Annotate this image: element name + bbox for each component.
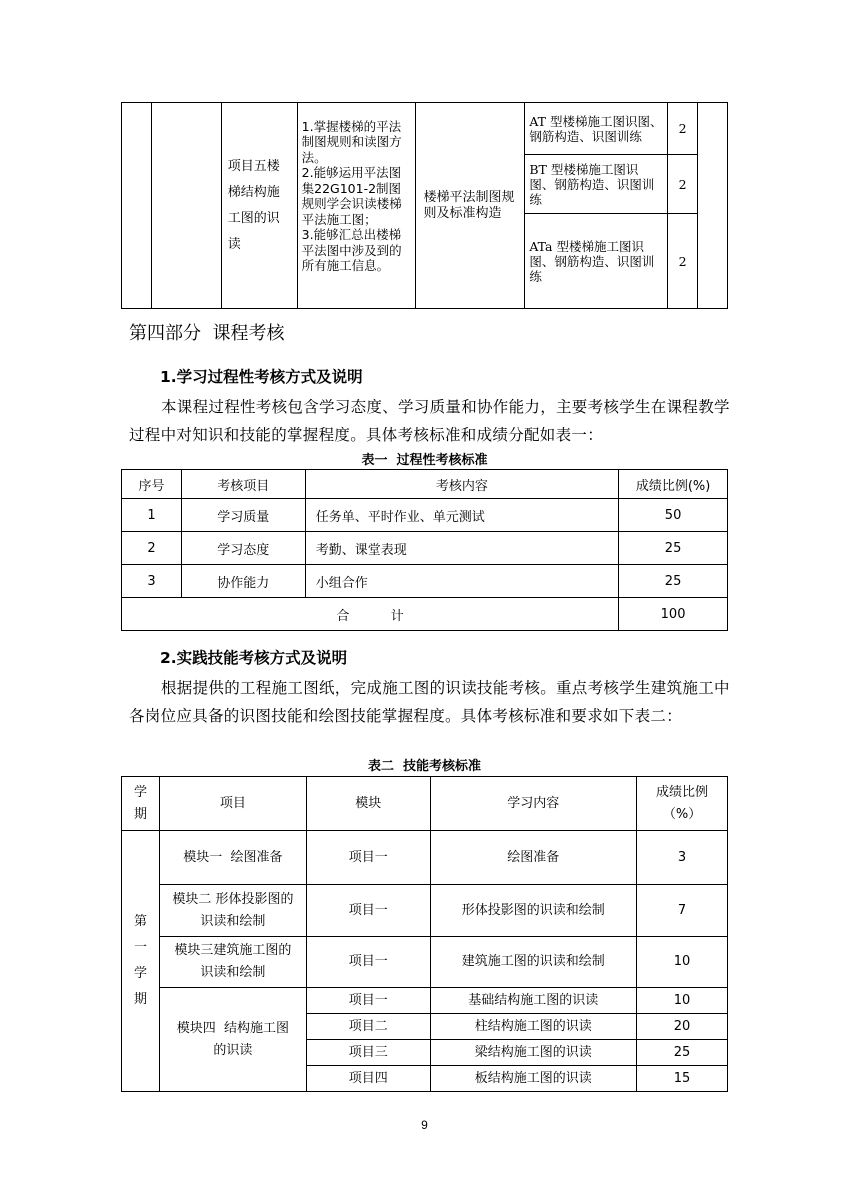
table-row xyxy=(122,885,728,937)
table-cell: 学习态度 xyxy=(181,532,305,565)
content-cell: 基础结构施工图的识读 xyxy=(430,988,636,1014)
table-cell: 25 xyxy=(619,532,728,565)
total-label: 合 计 xyxy=(122,598,619,631)
header-ratio-text: 成绩比例（%） xyxy=(656,784,709,822)
ratio-cell: 7 xyxy=(637,885,728,937)
section-title: 第四部分 课程考核 xyxy=(129,323,285,344)
table-cell: 25 xyxy=(619,565,728,598)
table-row xyxy=(122,499,728,532)
table2-caption: 表二 技能考核标准 xyxy=(367,759,482,774)
header-cell: 考核项目 xyxy=(181,470,305,499)
header-term xyxy=(122,777,160,831)
table-row xyxy=(122,532,728,565)
empty-cell xyxy=(698,103,728,309)
item-text: 模块四 结构施工图的识读 xyxy=(176,1020,290,1058)
project-name: 项目五楼梯结构施工图的识读 xyxy=(227,158,280,252)
table-cell: 小组合作 xyxy=(305,565,618,598)
content-cell: 梁结构施工图的识读 xyxy=(430,1040,636,1066)
item-cell xyxy=(159,988,306,1092)
project-cell xyxy=(221,103,297,309)
module-cell: 项目一 xyxy=(306,988,430,1014)
content-cell: 建筑施工图的识读和绘制 xyxy=(430,937,636,988)
ratio-cell: 10 xyxy=(637,988,728,1014)
header-content: 学习内容 xyxy=(430,777,636,831)
content-cell: 板结构施工图的识读 xyxy=(430,1066,636,1092)
content-text: 楼梯平法制图规则及标准构造 xyxy=(423,189,515,221)
table-cell: 2 xyxy=(122,532,182,565)
objectives-text: 1.掌握楼梯的平法制图规则和读图方法。 2.能够运用平法图集22G101-2制图规则学会识读楼梯平法施工图； 3.能够汇总出楼梯平法图中涉及到的所有施工信息。 xyxy=(301,118,402,273)
module-cell: 项目一 xyxy=(306,831,430,885)
table-row xyxy=(122,988,728,1014)
hours-cell xyxy=(668,155,698,214)
ratio-cell: 15 xyxy=(637,1066,728,1092)
module-cell: 项目二 xyxy=(306,1014,430,1040)
skill-assessment-table xyxy=(121,776,728,1092)
page-number: 9 xyxy=(421,1118,428,1132)
module-cell: 项目一 xyxy=(306,885,430,937)
content-cell xyxy=(415,103,525,309)
ratio-cell: 20 xyxy=(637,1014,728,1040)
empty-cell xyxy=(122,103,152,309)
task-hours: 2 xyxy=(678,121,687,136)
header-module: 模块 xyxy=(306,777,430,831)
content-cell: 绘图准备 xyxy=(430,831,636,885)
table-cell: 学习质量 xyxy=(181,499,305,532)
term-cell xyxy=(122,831,160,1092)
table-cell: 任务单、平时作业、单元测试 xyxy=(305,499,618,532)
table-cell: 考勤、课堂表现 xyxy=(305,532,618,565)
objectives-cell xyxy=(297,103,415,309)
table-header-row xyxy=(122,470,728,499)
ratio-cell: 10 xyxy=(637,937,728,988)
part1-heading: 1.学习过程性考核方式及说明 xyxy=(160,368,363,386)
process-assessment-table xyxy=(121,469,728,631)
task-cell xyxy=(525,214,668,309)
table-header-row xyxy=(122,777,728,831)
module-cell: 项目三 xyxy=(306,1040,430,1066)
table-row xyxy=(122,937,728,988)
task-hours: 2 xyxy=(678,176,687,192)
part2-paragraph: 根据提供的工程施工图纸，完成施工图的识读技能考核。重点考核学生建筑施工中各岗位应具备的识图技能和绘图技能掌握程度。具体考核标准和要求如下表二： xyxy=(129,679,730,725)
table-row xyxy=(122,831,728,885)
task-name: ATa 型楼梯施工图识图、钢筋构造、识图训练 xyxy=(529,238,655,284)
hours-cell xyxy=(668,103,698,155)
item-text: 模块二 形体投影图的识读和绘制 xyxy=(172,891,294,929)
module-cell: 项目一 xyxy=(306,937,430,988)
header-term-text: 学期 xyxy=(133,784,147,822)
item-cell xyxy=(159,937,306,988)
module-cell: 项目四 xyxy=(306,1066,430,1092)
total-row xyxy=(122,598,728,631)
task-name: AT 型楼梯施工图识图、钢筋构造、识图训练 xyxy=(529,113,663,144)
table-cell: 50 xyxy=(619,499,728,532)
part1-paragraph: 本课程过程性考核包含学习态度、学习质量和协作能力，主要考核学生在课程教学过程中对知识和技能的掌握程度。具体考核标准和成绩分配如表一： xyxy=(129,398,730,444)
table-cell: 1 xyxy=(122,499,182,532)
task-hours: 2 xyxy=(678,253,687,269)
table-cell: 3 xyxy=(122,565,182,598)
item-cell xyxy=(159,885,306,937)
table-cell: 协作能力 xyxy=(181,565,305,598)
task-name: BT 型楼梯施工图识图、钢筋构造、识图训练 xyxy=(529,161,655,207)
content-cell: 形体投影图的识读和绘制 xyxy=(430,885,636,937)
header-ratio xyxy=(637,777,728,831)
header-cell: 序号 xyxy=(122,470,182,499)
table-row xyxy=(122,565,728,598)
term-label: 第一学期 xyxy=(133,914,147,1007)
item-text: 模块三建筑施工图的识读和绘制 xyxy=(174,943,292,980)
item-cell: 模块一 绘图准备 xyxy=(159,831,306,885)
table1-caption: 表一 过程性考核标准 xyxy=(361,453,488,468)
header-cell: 考核内容 xyxy=(305,470,618,499)
task-cell xyxy=(525,155,668,214)
task-cell xyxy=(525,103,668,155)
header-item: 项目 xyxy=(159,777,306,831)
part2-heading: 2.实践技能考核方式及说明 xyxy=(160,649,348,667)
course-content-table-continued xyxy=(121,102,728,309)
header-cell: 成绩比例(%) xyxy=(619,470,728,499)
ratio-cell: 3 xyxy=(637,831,728,885)
ratio-cell: 25 xyxy=(637,1040,728,1066)
empty-cell xyxy=(151,103,221,309)
total-value: 100 xyxy=(619,598,728,631)
hours-cell xyxy=(668,214,698,309)
content-cell: 柱结构施工图的识读 xyxy=(430,1014,636,1040)
